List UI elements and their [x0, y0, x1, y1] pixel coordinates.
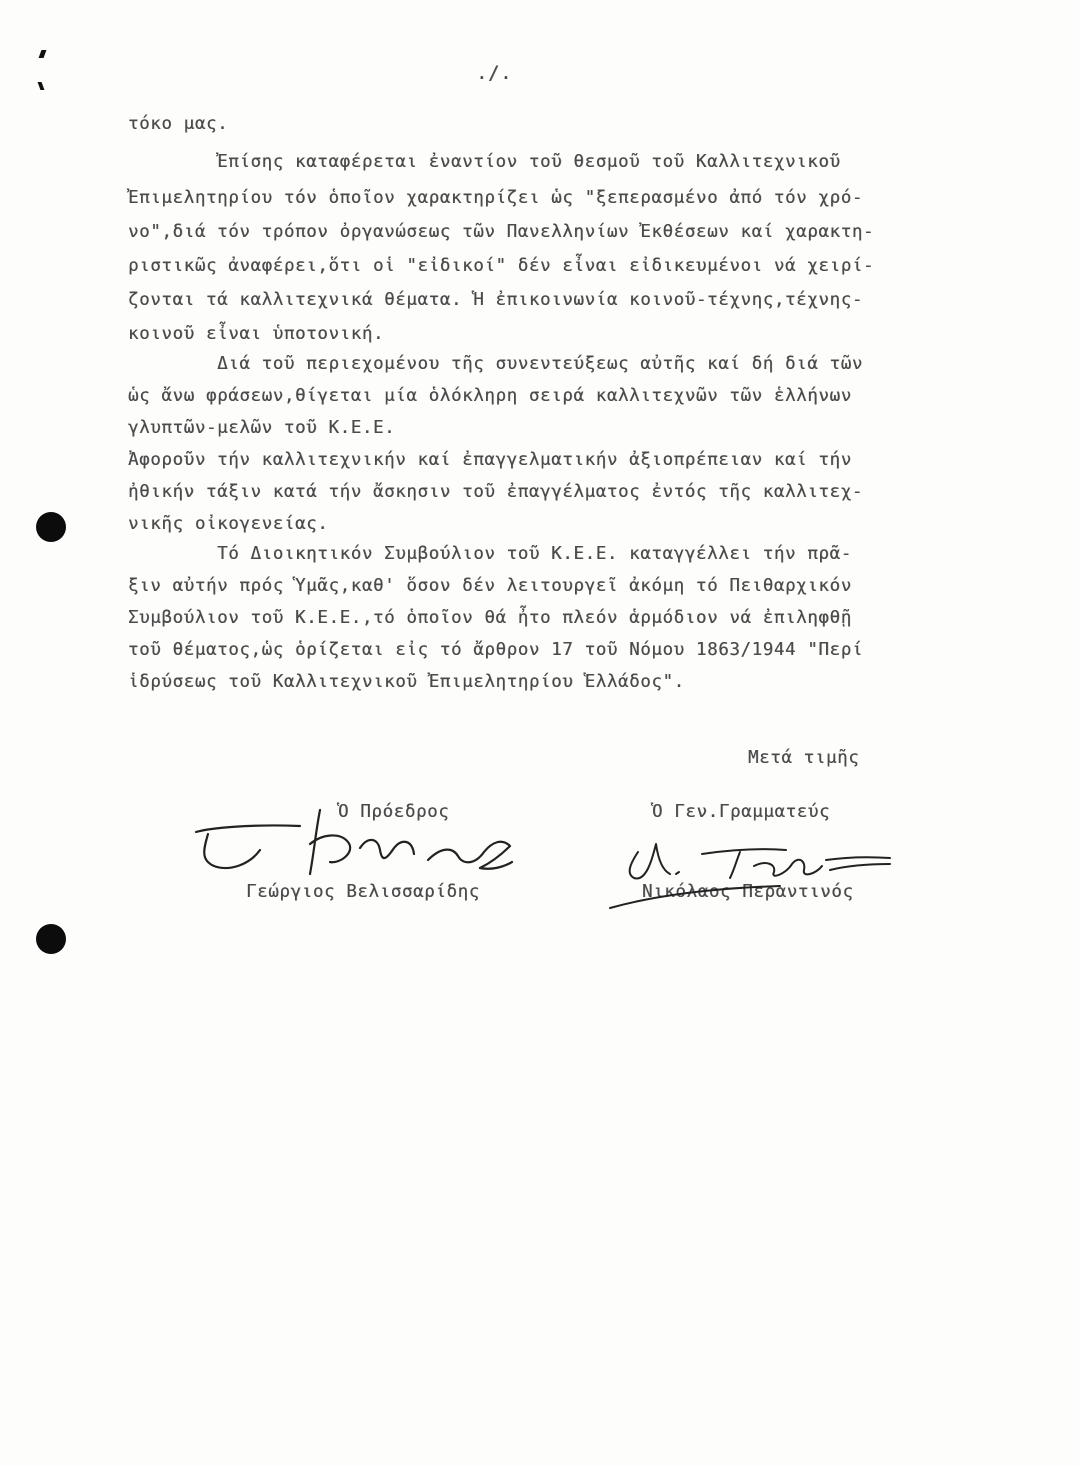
president-signature-icon [190, 790, 530, 900]
body-line: ζονται τά καλλιτεχνικά θέματα. Ἡ ἐπικοινωνία κοινοῦ-τέχνης,τέχνης- [128, 290, 863, 310]
body-line: γλυπτῶν-μελῶν τοῦ Κ.Ε.Ε. [128, 418, 396, 438]
body-line: τόκο μας. [128, 114, 229, 134]
body-line: ριστικῶς ἀναφέρει,ὅτι οἱ "εἰδικοί" δέν εἶναι εἰδικευμένοι νά χειρί- [128, 256, 875, 276]
punch-hole-lower [36, 924, 66, 954]
president-title: Ὁ Πρόεδρος [338, 802, 450, 822]
closing-salutation: Μετά τιμῆς [748, 748, 860, 768]
body-line: Ἐπίσης καταφέρεται ἐναντίον τοῦ θεσμοῦ τοῦ Καλλιτεχνικοῦ [128, 152, 841, 172]
body-line: ὡς ἄνω φράσεων,θίγεται μία ὁλόκληρη σειρά καλλιτεχνῶν τῶν ἑλλήνων [128, 386, 852, 406]
president-name: Γεώργιος Βελισσαρίδης [246, 882, 480, 902]
body-line: τοῦ θέματος,ὡς ὁρίζεται εἰς τό ἄρθρον 17 τοῦ Νόμου 1863/1944 "Περί [128, 640, 863, 660]
body-line: ξιν αὐτήν πρός Ὑμᾶς,καθ' ὅσον δέν λειτουργεῖ ἀκόμη τό Πειθαρχικόν [128, 576, 852, 596]
body-line: Τό Διοικητικόν Συμβούλιον τοῦ Κ.Ε.Ε. καταγγέλλει τήν πρᾶ- [128, 544, 852, 564]
body-line: Διά τοῦ περιεχομένου τῆς συνεντεύξεως αὐτῆς καί δή διά τῶν [128, 354, 863, 374]
secretary-title: Ὁ Γεν.Γραμματεύς [652, 802, 831, 822]
body-line: νο",διά τόν τρόπον ὀργανώσεως τῶν Πανελληνίων Ἐκθέσεων καί χαρακτη- [128, 222, 875, 242]
body-line: Ἀφοροῦν τήν καλλιτεχνικήν καί ἐπαγγελματικήν ἀξιοπρέπειαν καί τήν [128, 450, 852, 470]
body-line: ἱδρύσεως τοῦ Καλλιτεχνικοῦ Ἐπιμελητηρίου Ἑλλάδος". [128, 672, 685, 692]
secretary-signature-icon [590, 830, 910, 920]
secretary-name: Νικόλαος Περαντινός [642, 882, 854, 902]
body-line: ἠθικήν τάξιν κατά τήν ἄσκησιν τοῦ ἐπαγγέλματος ἐντός τῆς καλλιτεχ- [128, 482, 863, 502]
body-line: Συμβούλιον τοῦ Κ.Ε.Ε.,τό ὁποῖον θά ἦτο πλεόν ἁρμόδιον νά ἐπιληφθῇ [128, 608, 852, 628]
body-line: Ἐπιμελητηρίου τόν ὁποῖον χαρακτηρίζει ὡς "ξεπερασμένο ἀπό τόν χρό- [128, 188, 863, 208]
body-line: κοινοῦ εἶναι ὑποτονική. [128, 324, 385, 344]
body-line: νικῆς οἰκογενείας. [128, 514, 329, 534]
punch-hole-upper [36, 512, 66, 542]
page-marker: ./. [476, 62, 513, 84]
